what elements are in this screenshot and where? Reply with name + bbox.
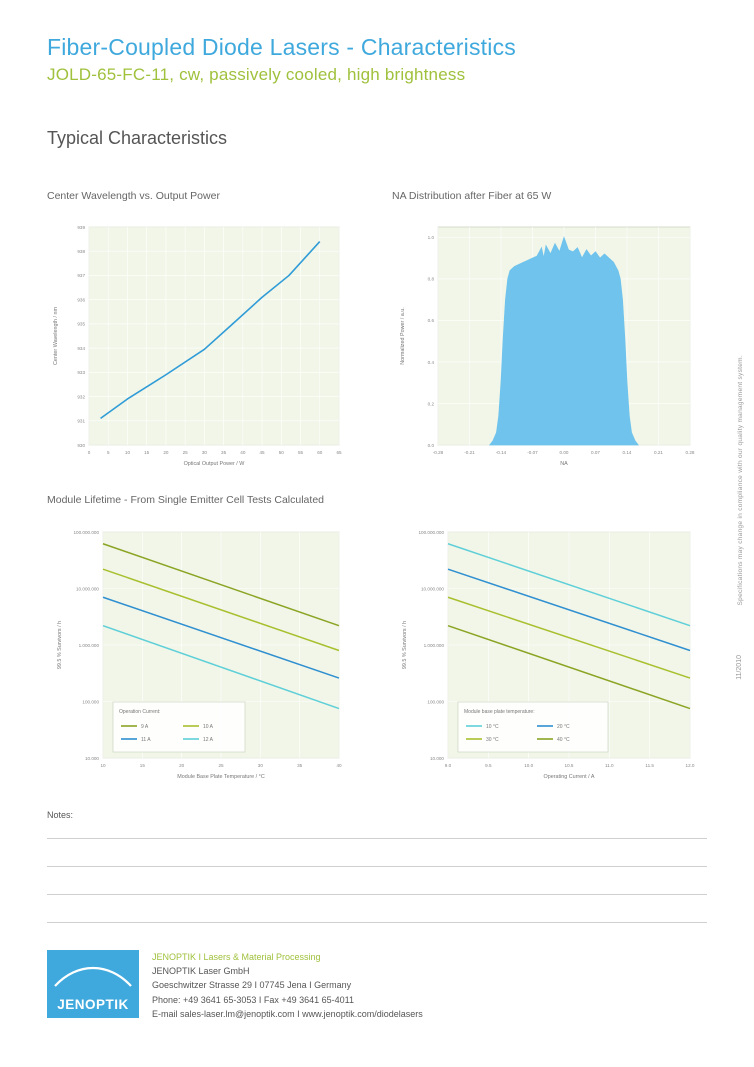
footer-line-4: Phone: +49 3641 65-3053 I Fax +49 3641 65-4011 (152, 994, 354, 1005)
svg-text:931: 931 (77, 418, 85, 424)
svg-text:25: 25 (182, 450, 188, 455)
svg-text:0.6: 0.6 (427, 318, 434, 324)
svg-text:Operation Current:: Operation Current: (119, 709, 161, 715)
svg-text:0.00: 0.00 (559, 450, 569, 455)
svg-text:99.5 % Survivors / h: 99.5 % Survivors / h (402, 620, 408, 670)
svg-text:Center Wavelength / nm: Center Wavelength / nm (53, 307, 59, 365)
svg-text:100.000.000: 100.000.000 (73, 529, 99, 535)
svg-text:0.07: 0.07 (591, 450, 600, 455)
notes-line-3 (47, 894, 707, 895)
svg-text:10 A: 10 A (203, 724, 214, 730)
svg-text:-0.21: -0.21 (464, 450, 475, 455)
svg-text:0.28: 0.28 (685, 450, 695, 455)
svg-text:1.000.000: 1.000.000 (78, 642, 99, 648)
chart-na-distribution (392, 215, 707, 480)
svg-text:20 °C: 20 °C (557, 724, 570, 730)
jenoptik-logo (47, 950, 139, 1018)
svg-text:50: 50 (278, 450, 284, 455)
svg-text:0.14: 0.14 (622, 450, 632, 455)
svg-text:935: 935 (77, 321, 85, 327)
svg-text:0.2: 0.2 (427, 401, 434, 407)
svg-text:35: 35 (297, 763, 303, 768)
svg-text:40: 40 (336, 763, 342, 768)
document-header (47, 34, 707, 85)
svg-text:20: 20 (179, 763, 185, 768)
page-title: Fiber-Coupled Diode Lasers - Characteristics (47, 34, 516, 60)
svg-text:1.0: 1.0 (427, 235, 434, 241)
svg-text:9.5: 9.5 (485, 763, 492, 768)
svg-text:30 °C: 30 °C (486, 737, 499, 743)
svg-text:10.000.000: 10.000.000 (76, 586, 99, 592)
svg-text:9 A: 9 A (141, 724, 149, 730)
footer-contact (152, 950, 423, 1021)
logo-arc-icon (47, 960, 139, 988)
chart-center-wavelength (47, 215, 357, 480)
svg-text:Optical Output Power / W: Optical Output Power / W (183, 461, 245, 467)
svg-text:10 °C: 10 °C (486, 724, 499, 730)
logo-wordmark: JENOPTIK (57, 997, 129, 1012)
svg-text:-0.14: -0.14 (495, 450, 507, 455)
svg-text:9.0: 9.0 (444, 763, 452, 768)
svg-text:40: 40 (240, 450, 246, 455)
svg-text:100.000.000: 100.000.000 (418, 529, 444, 535)
svg-text:100.000: 100.000 (427, 699, 444, 705)
svg-text:Module base plate temperature:: Module base plate temperature: (464, 709, 535, 715)
svg-text:55: 55 (297, 450, 304, 455)
svg-text:10: 10 (124, 450, 131, 455)
footer-line-5: E-mail sales-laser.lm@jenoptik.com I www.jenoptik.com/diodelasers (152, 1008, 423, 1019)
svg-text:-0.07: -0.07 (527, 450, 538, 455)
svg-text:10.0: 10.0 (524, 763, 534, 768)
svg-text:1.000.000: 1.000.000 (423, 642, 444, 648)
svg-text:937: 937 (77, 273, 85, 279)
chart-caption-lifetime: Module Lifetime - From Single Emitter Cell Tests Calculated (47, 494, 324, 506)
svg-text:933: 933 (77, 370, 85, 376)
svg-text:65: 65 (336, 450, 342, 455)
svg-text:5: 5 (106, 450, 110, 455)
svg-text:12 A: 12 A (203, 737, 214, 743)
svg-text:10.000: 10.000 (429, 755, 444, 761)
svg-text:0: 0 (87, 450, 91, 455)
svg-text:Operating Current / A: Operating Current / A (543, 774, 595, 780)
svg-text:NA: NA (560, 461, 568, 467)
svg-text:100.000: 100.000 (82, 699, 99, 705)
svg-text:10.5: 10.5 (564, 763, 574, 768)
notes-label: Notes: (47, 810, 74, 820)
svg-text:60: 60 (317, 450, 323, 455)
svg-text:11.0: 11.0 (605, 763, 614, 768)
svg-text:35: 35 (221, 450, 227, 455)
svg-text:938: 938 (77, 249, 85, 255)
footer-line-3: Goeschwitzer Strasse 29 I 07745 Jena I Germany (152, 980, 352, 991)
svg-text:939: 939 (77, 224, 85, 230)
svg-text:30: 30 (257, 763, 263, 768)
svg-text:930: 930 (77, 442, 85, 448)
svg-text:30: 30 (201, 450, 207, 455)
svg-text:10.000.000: 10.000.000 (421, 586, 444, 592)
svg-text:45: 45 (259, 450, 265, 455)
svg-text:20: 20 (163, 450, 169, 455)
notes-line-2 (47, 866, 707, 867)
chart-lifetime-current (392, 520, 707, 802)
svg-text:Normalized Power / a.u.: Normalized Power / a.u. (400, 307, 406, 365)
footer-line-1: JENOPTIK I Lasers & Material Processing (152, 952, 321, 962)
specification-note: Specifications may change in compliance with our quality management system. (737, 355, 744, 606)
svg-text:936: 936 (77, 297, 85, 303)
chart-caption-na: NA Distribution after Fiber at 65 W (392, 190, 552, 202)
svg-text:12.0: 12.0 (685, 763, 695, 768)
svg-text:15: 15 (139, 763, 145, 768)
chart-lifetime-temperature (47, 520, 357, 802)
svg-text:932: 932 (77, 394, 85, 400)
svg-text:11 A: 11 A (141, 737, 151, 743)
svg-text:Module Base Plate Temperature: Module Base Plate Temperature / °C (177, 774, 265, 780)
svg-text:0.4: 0.4 (427, 359, 434, 365)
svg-text:10: 10 (100, 763, 106, 768)
svg-text:25: 25 (218, 763, 224, 768)
svg-text:10.000: 10.000 (84, 755, 99, 761)
svg-text:11.5: 11.5 (645, 763, 654, 768)
notes-line-1 (47, 838, 707, 839)
svg-text:99.5 % Survivors / h: 99.5 % Survivors / h (57, 620, 63, 670)
page-subtitle: JOLD-65-FC-11, cw, passively cooled, high brightness (47, 65, 466, 84)
notes-line-4 (47, 922, 707, 923)
svg-text:-0.28: -0.28 (432, 450, 444, 455)
svg-text:0.8: 0.8 (427, 276, 434, 282)
footer-line-2: JENOPTIK Laser GmbH (152, 966, 250, 977)
svg-text:0.0: 0.0 (427, 442, 434, 448)
chart-caption-wavelength: Center Wavelength vs. Output Power (47, 190, 220, 202)
svg-text:40 °C: 40 °C (557, 737, 570, 743)
svg-text:0.21: 0.21 (654, 450, 663, 455)
svg-text:15: 15 (144, 450, 150, 455)
svg-text:934: 934 (77, 345, 85, 351)
document-date: 11/2010 (736, 655, 743, 680)
section-heading: Typical Characteristics (47, 128, 228, 148)
